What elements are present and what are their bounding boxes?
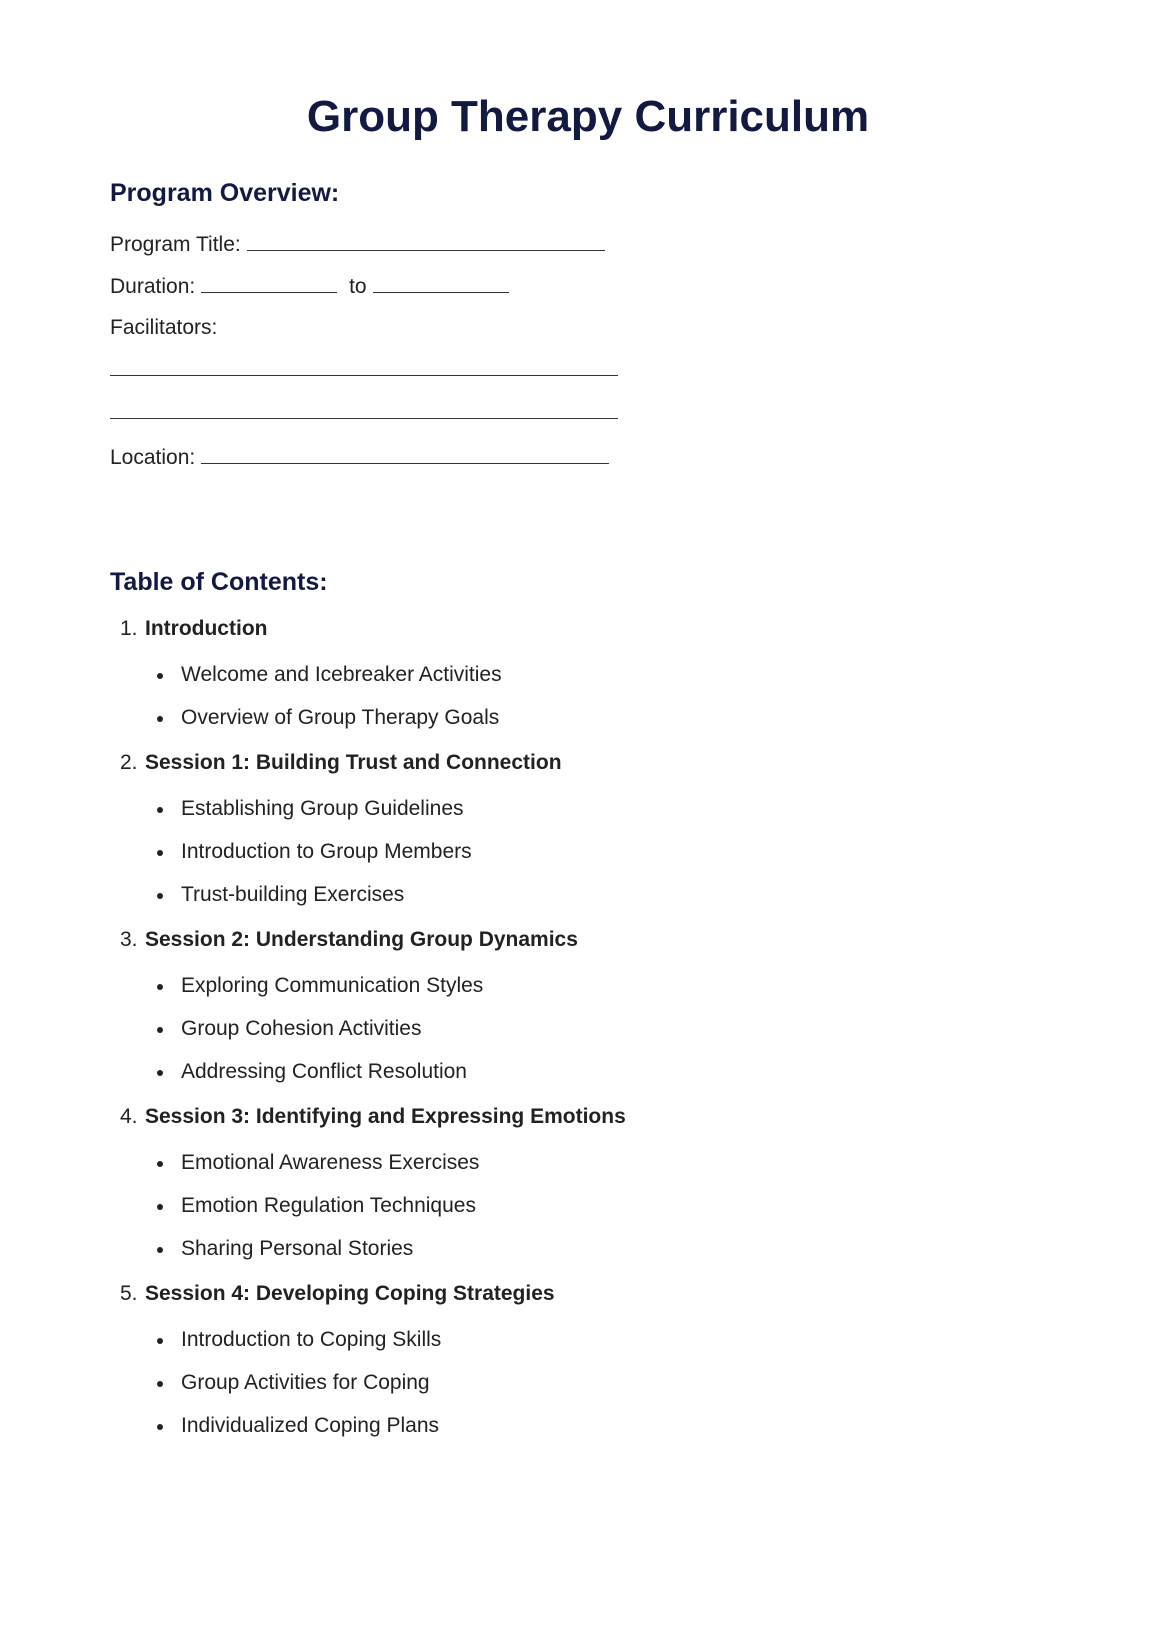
toc-item-number: 5. — [120, 1282, 138, 1305]
toc-subitem — [110, 1016, 1010, 1042]
toc-item-number: 1. — [120, 617, 138, 640]
toc-item-title-text: Introduction — [145, 617, 268, 640]
toc-subitem-text: Emotion Regulation Techniques — [181, 1194, 476, 1217]
bullet-icon — [157, 1247, 163, 1253]
toc-subitem — [110, 1059, 1010, 1085]
toc-subitem — [110, 839, 1010, 865]
toc-subitem — [110, 1193, 1010, 1219]
bullet-icon — [157, 1204, 163, 1210]
bullet-icon — [157, 716, 163, 722]
toc-subitem — [110, 662, 1010, 688]
bullet-icon — [157, 1424, 163, 1430]
program-title-field — [110, 230, 605, 257]
duration-field — [110, 272, 509, 299]
facilitator-line-2 — [110, 398, 618, 425]
facilitators-field — [110, 315, 217, 340]
toc-item-title — [110, 1281, 1010, 1307]
toc-item-session-1 — [110, 750, 1010, 908]
toc-item-introduction — [110, 616, 1010, 731]
toc-subitem-text: Introduction to Coping Skills — [181, 1328, 442, 1351]
toc-subitem-text: Exploring Communication Styles — [181, 974, 484, 997]
toc-subitem — [110, 1370, 1010, 1396]
toc-subitem — [110, 796, 1010, 822]
toc-item-title-text: Session 4: Developing Coping Strategies — [145, 1282, 555, 1305]
bullet-icon — [157, 1027, 163, 1033]
toc-subitem — [110, 1236, 1010, 1262]
toc-item-title — [110, 927, 1010, 953]
location-blank[interactable] — [201, 443, 609, 464]
toc-subitem-text: Group Cohesion Activities — [181, 1017, 422, 1040]
facilitator-line-1 — [110, 355, 618, 382]
toc-subitem-text: Sharing Personal Stories — [181, 1237, 414, 1260]
toc-item-number: 3. — [120, 928, 138, 951]
toc-subitem-text: Introduction to Group Members — [181, 840, 472, 863]
duration-end-blank[interactable] — [373, 272, 509, 293]
facilitator-blank-2[interactable] — [110, 398, 618, 419]
bullet-icon — [157, 1161, 163, 1167]
toc-item-title-text: Session 2: Understanding Group Dynamics — [145, 928, 578, 951]
table-of-contents-heading: Table of Contents: — [110, 568, 328, 596]
bullet-icon — [157, 1070, 163, 1076]
location-label: Location: — [110, 446, 196, 469]
duration-connector: to — [349, 275, 367, 298]
toc-item-number: 2. — [120, 751, 138, 774]
toc-item-title — [110, 616, 1010, 642]
toc-subitem-text: Group Activities for Coping — [181, 1371, 430, 1394]
location-field — [110, 443, 609, 470]
program-title-blank[interactable] — [247, 230, 605, 251]
toc-subitem — [110, 1150, 1010, 1176]
toc-item-session-2 — [110, 927, 1010, 1085]
toc-subitem-text: Emotional Awareness Exercises — [181, 1151, 480, 1174]
toc-subitem — [110, 973, 1010, 999]
toc-sublist — [110, 1150, 1010, 1262]
table-of-contents-list — [110, 616, 1010, 1458]
toc-item-session-3 — [110, 1104, 1010, 1262]
bullet-icon — [157, 984, 163, 990]
toc-item-number: 4. — [120, 1105, 138, 1128]
duration-start-blank[interactable] — [201, 272, 337, 293]
bullet-icon — [157, 850, 163, 856]
bullet-icon — [157, 1381, 163, 1387]
toc-subitem — [110, 1413, 1010, 1439]
toc-item-title-text: Session 1: Building Trust and Connection — [145, 751, 562, 774]
toc-item-title — [110, 1104, 1010, 1130]
facilitator-blank-1[interactable] — [110, 355, 618, 376]
facilitators-label: Facilitators: — [110, 316, 218, 339]
toc-sublist — [110, 973, 1010, 1085]
bullet-icon — [157, 1338, 163, 1344]
toc-item-title-text: Session 3: Identifying and Expressing Emotions — [145, 1105, 626, 1128]
bullet-icon — [157, 893, 163, 899]
toc-subitem-text: Overview of Group Therapy Goals — [181, 706, 500, 729]
program-title-label: Program Title: — [110, 233, 241, 256]
toc-subitem — [110, 882, 1010, 908]
toc-subitem-text: Welcome and Icebreaker Activities — [181, 663, 502, 686]
program-overview-heading: Program Overview: — [110, 179, 340, 207]
bullet-icon — [157, 673, 163, 679]
toc-subitem-text: Establishing Group Guidelines — [181, 797, 464, 820]
toc-subitem — [110, 705, 1010, 731]
toc-item-title — [110, 750, 1010, 776]
toc-sublist — [110, 796, 1010, 908]
toc-sublist — [110, 1327, 1010, 1439]
toc-subitem-text: Trust-building Exercises — [181, 883, 405, 906]
document-title: Group Therapy Curriculum — [306, 92, 870, 141]
toc-sublist — [110, 662, 1010, 731]
toc-item-session-4 — [110, 1281, 1010, 1439]
duration-label: Duration: — [110, 275, 196, 298]
toc-subitem-text: Addressing Conflict Resolution — [181, 1060, 467, 1083]
toc-subitem-text: Individualized Coping Plans — [181, 1414, 439, 1437]
bullet-icon — [157, 807, 163, 813]
toc-subitem — [110, 1327, 1010, 1353]
